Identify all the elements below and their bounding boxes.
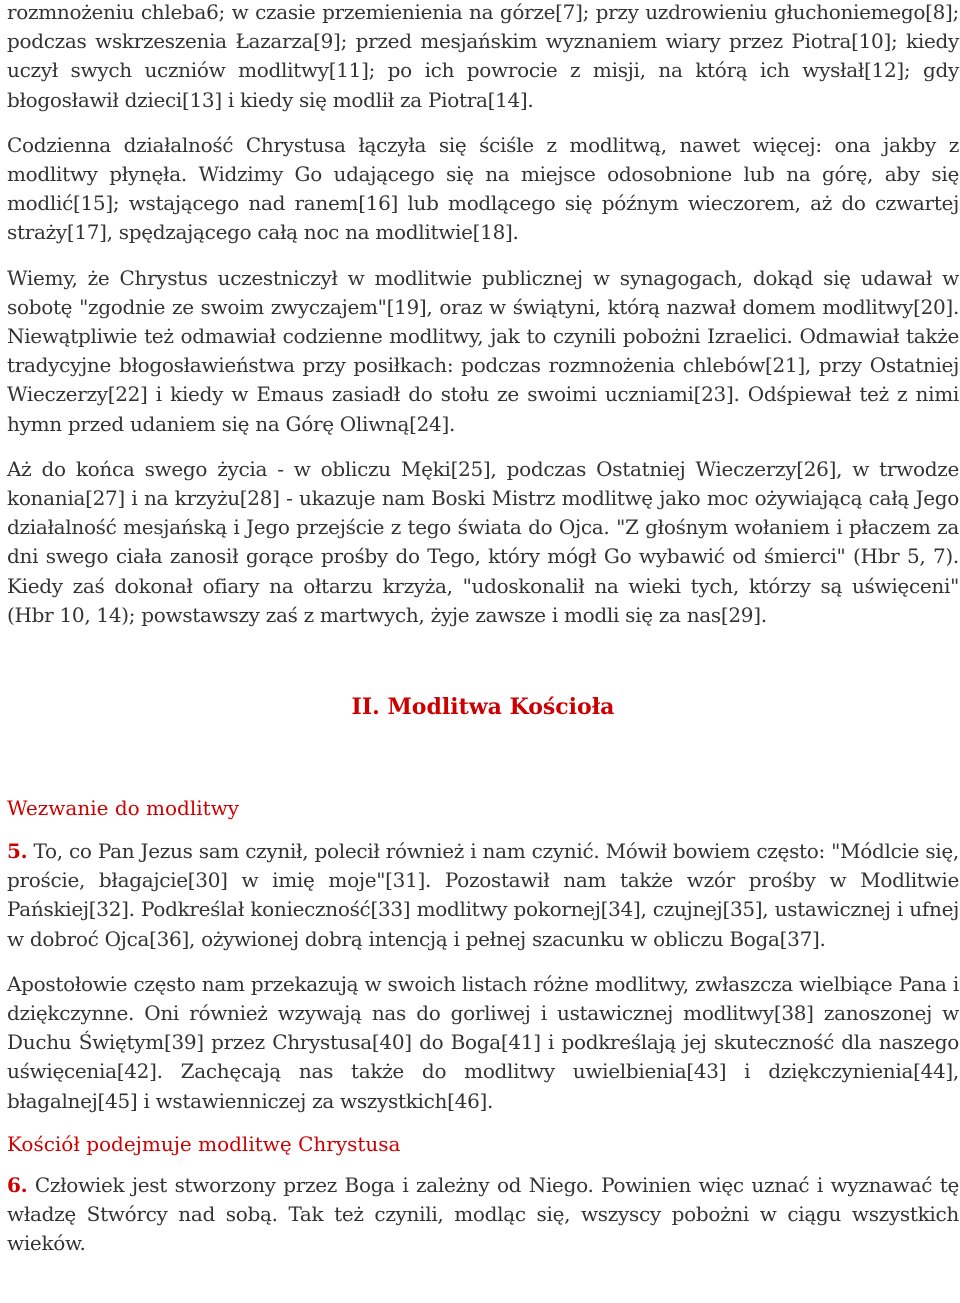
paragraph-until-end: Aż do końca swego życia - w obliczu Męki[25], podczas Ostatniej Wieczerzy[26], w trwodze konania[27] i na krzyżu[28] - ukazuje nam Boski Mistrz modlitwę jako moc ożywiającą całą Jego działalność mesjańską i Jego przejście z tego świata do Ojca. "Z głośnym wołaniem i płaczem za dni swego ciała zanosił gorące prośby do Tego, który mógł Go wybawić od śmierci" (Hbr 5, 7). Kiedy zaś dokonał ofiary na ołtarzu krzyża, "udoskonalił na wieki tych, którzy są uświęceni" (Hbr 10, 14); powstawszy zaś z martwych, żyje zawsze i modli się za nas[29].: [7, 456, 959, 627]
paragraph-number: 5.: [7, 839, 28, 864]
paragraph-continuation: rozmnożeniu chleba6; w czasie przemienienia na górze[7]; przy uzdrowieniu głuchoniemego[8]; podczas wskrzeszenia Łazarza[9]; przed mesjańskim wyznaniem wiary przez Piotra[10]; kiedy uczył swych uczniów modlitwy[11]; po ich powrocie z misji, na którą ich wysłał[12]; gdy błogosławił dzieci[13] i kiedy się modlił za Piotra[14].: [7, 0, 959, 112]
paragraph-apostles: Apostołowie często nam przekazują w swoich listach różne modlitwy, zwłaszcza wielbiące Pana i dziękczynne. Oni również wzywają nas do gorliwej i ustawicznej modlitwy[38] zanoszonej w Duchu Świętym[39] przez Chrystusa[40] do Boga[41] i podkreślają jej skuteczność dla naszego uświęcenia[42]. Zachęcają nas także do modlitwy uwielbienia[43] i dziękczynienia[44], błagalnej[45] i wstawienniczej za wszystkich[46].: [7, 971, 959, 1113]
paragraph-5: [7, 837, 959, 954]
paragraph-daily-activity: Codzienna działalność Chrystusa łączyła się ściśle z modlitwą, nawet więcej: ona jakby z modlitwy płynęła. Widzimy Go udającego się na miejsce odosobnione lub na górę, aby się modlić[15]; wstającego nad ranem[16] lub modlącego się późnym wieczorem, aż do czwartej straży[17], spędzającego całą noc na modlitwie[18].: [7, 132, 959, 245]
section-title-church-prayer: Kościół podejmuje modlitwę Chrystusa: [7, 1131, 401, 1156]
paragraph-6: [7, 1171, 959, 1259]
paragraph-public-prayer: Wiemy, że Chrystus uczestniczył w modlitwie publicznej w synagogach, dokąd się udawał w sobotę "zgodnie ze swoim zwyczajem"[19], oraz w świątyni, którą nazwał domem modlitwy[20]. Niewątpliwie też odmawiał codzienne modlitwy, jak to czynili pobożni Izraelici. Odmawiał także tradycyjne błogosławieństwa przy posiłkach: podczas rozmnożenia chlebów[21], przy Ostatniej Wieczerzy[22] i kiedy w Emaus zasiadł do stołu ze swoimi uczniami[23]. Odśpiewał też z nimi hymn przed udaniem się na Górę Oliwną[24].: [7, 265, 959, 436]
section-title-call-to-prayer: Wezwanie do modlitwy: [7, 796, 240, 821]
document-page: [7, 0, 959, 1259]
chapter-heading: II. Modlitwa Kościoła: [351, 694, 615, 721]
paragraph-6-text: Człowiek jest stworzony przez Boga i zależny od Niego. Powinien więc uznać i wyznawać tę władzę Stwórcy nad sobą. Tak też czynili, modląc się, wszyscy pobożni w ciągu wszystkich wieków.: [7, 1172, 959, 1256]
paragraph-number: 6.: [7, 1172, 28, 1197]
paragraph-5-text: To, co Pan Jezus sam czynił, polecił również i nam czynić. Mówił bowiem często: "Módlcie się, proście, błagajcie[30] w imię moje"[31]. Pozostawił nam także wzór prośby w Modlitwie Pańskiej[32]. Podkreślał konieczność[33] modlitwy pokornej[34], czujnej[35], ustawicznej i ufnej w dobroć Ojca[36], ożywionej dobrą intencją i pełnej szacunku w obliczu Boga[37].: [7, 839, 959, 951]
